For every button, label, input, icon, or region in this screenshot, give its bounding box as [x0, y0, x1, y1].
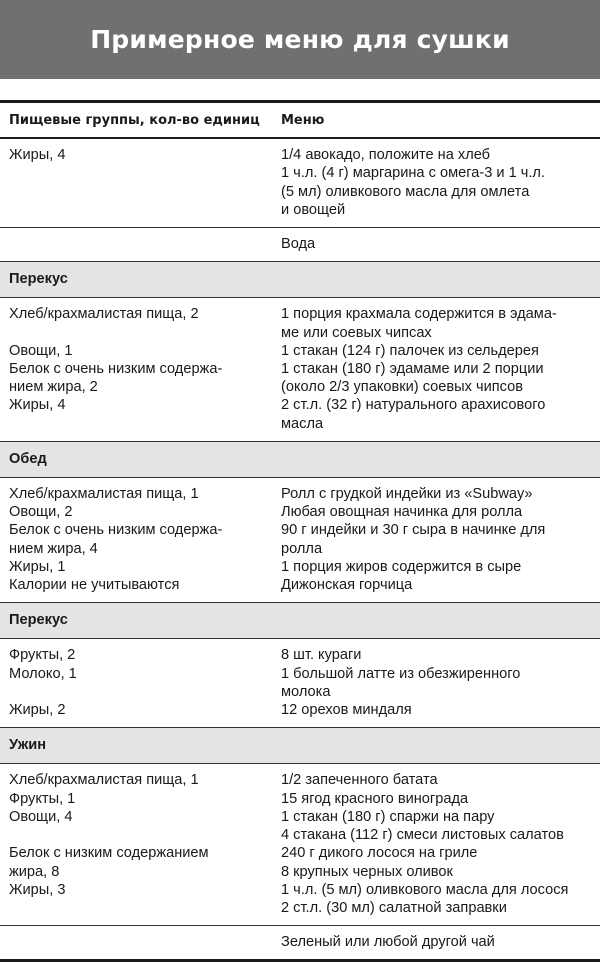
menu-item-line: и овощей: [281, 201, 346, 218]
menu-item-line: 1 порция жиров содержится в сыре: [281, 558, 522, 575]
menu-item-line: Ролл с грудкой индейки из «Subway»: [281, 486, 533, 503]
food-group-cell: [0, 478, 276, 603]
food-group-line: [9, 826, 272, 844]
menu-item-line: 1 ч.л. (5 мл) оливкового масла для лосося: [281, 881, 569, 898]
food-group-line: Жиры, 2: [9, 702, 66, 719]
table-row: [0, 138, 600, 227]
menu-item-line: масла: [281, 415, 324, 432]
food-group-cell: [0, 298, 276, 441]
table-row: [0, 926, 600, 961]
food-group-line: Белок с очень низким содержа-: [9, 522, 223, 539]
menu-cell: [276, 298, 600, 441]
menu-item-line: 1 большой латте из обезжиренного: [281, 665, 521, 682]
section-heading: Перекус: [9, 271, 68, 288]
column-header-menu: Меню: [276, 102, 600, 139]
food-group-line: [9, 415, 272, 433]
menu-table: [0, 100, 600, 962]
table-row: [0, 228, 600, 262]
food-group-line: нием жира, 4: [9, 540, 98, 557]
food-group-line: [9, 899, 272, 917]
food-group-line: Фрукты, 2: [9, 647, 76, 664]
menu-item-line: молока: [281, 683, 331, 700]
food-group-line: Жиры, 4: [9, 397, 66, 414]
menu-cell: [276, 478, 600, 603]
menu-item-line: Дижонская горчица: [281, 577, 413, 594]
menu-item-line: 2 ст.л. (30 мл) салатной заправки: [281, 899, 507, 916]
food-group-cell: [0, 138, 276, 227]
table-row: [0, 478, 600, 603]
food-group-line: Хлеб/крахмалистая пища, 2: [9, 306, 199, 323]
menu-item-line: 1/2 запеченного батата: [281, 772, 438, 789]
title-bar: [0, 0, 600, 79]
menu-item-line: 240 г дикого лосося на гриле: [281, 845, 478, 862]
food-group-line: [9, 324, 272, 342]
table-body: [0, 138, 600, 961]
menu-item-line: 1 стакан (180 г) эдамаме или 2 порции: [281, 361, 544, 378]
menu-item-line: 1 ч.л. (4 г) маргарина с омега-3 и 1 ч.л.: [281, 165, 545, 182]
food-group-line: Белок с низким содержанием: [9, 845, 209, 862]
menu-item-line: Зеленый или любой другой чай: [281, 934, 495, 951]
food-group-line: Белок с очень низким содержа-: [9, 361, 223, 378]
menu-item-line: Любая овощная начинка для ролла: [281, 504, 523, 521]
menu-cell: [276, 639, 600, 728]
menu-item-line: 8 шт. кураги: [281, 647, 362, 664]
menu-item-line: 2 ст.л. (32 г) натурального арахисового: [281, 397, 546, 414]
food-group-line: [9, 201, 272, 219]
section-heading-row: [0, 262, 600, 298]
page-title: Примерное меню для сушки: [90, 25, 510, 54]
table-row: [0, 639, 600, 728]
food-group-line: [9, 683, 272, 701]
section-heading: Перекус: [9, 612, 68, 629]
menu-cell: [276, 228, 600, 262]
food-group-line: [9, 164, 272, 182]
menu-item-line: 4 стакана (112 г) смеси листовых салатов: [281, 827, 564, 844]
table-header-row: [0, 102, 600, 139]
food-group-line: Хлеб/крахмалистая пища, 1: [9, 486, 199, 503]
food-group-cell: [0, 639, 276, 728]
section-heading-row: [0, 603, 600, 639]
food-group-line: Фрукты, 1: [9, 790, 76, 807]
menu-item-line: 12 орехов миндаля: [281, 702, 412, 719]
food-group-cell: [0, 764, 276, 926]
menu-item-line: 1/4 авокадо, положите на хлеб: [281, 147, 491, 164]
menu-item-line: 1 стакан (180 г) спаржи на пару: [281, 808, 495, 825]
menu-item-line: (около 2/3 упаковки) соевых чипсов: [281, 379, 523, 396]
food-group-line: Хлеб/крахмалистая пища, 1: [9, 772, 199, 789]
menu-item-line: 1 порция крахмала содержится в эдама-: [281, 306, 557, 323]
food-group-line: Молоко, 1: [9, 665, 77, 682]
menu-cell: [276, 926, 600, 961]
menu-item-line: ме или соевых чипсах: [281, 324, 432, 341]
food-group-line: жира, 8: [9, 863, 60, 880]
menu-item-line: 90 г индейки и 30 г сыра в начинке для: [281, 522, 546, 539]
food-group-cell: [0, 926, 276, 961]
food-group-cell: [0, 228, 276, 262]
food-group-line: нием жира, 2: [9, 379, 98, 396]
section-heading-row: [0, 728, 600, 764]
food-group-line: Овощи, 4: [9, 808, 73, 825]
food-group-line: Жиры, 3: [9, 881, 66, 898]
menu-item-line: 1 стакан (124 г) палочек из сельдерея: [281, 342, 539, 359]
table-row: [0, 298, 600, 441]
food-group-line: Калории не учитываются: [9, 577, 180, 594]
section-heading: Ужин: [9, 737, 47, 754]
food-group-line: [9, 933, 272, 951]
food-group-line: [9, 235, 272, 253]
food-group-line: Жиры, 4: [9, 147, 66, 164]
menu-item-line: 8 крупных черных оливок: [281, 863, 453, 880]
menu-item-line: 15 ягод красного винограда: [281, 790, 469, 807]
food-group-line: [9, 183, 272, 201]
food-group-line: Овощи, 1: [9, 342, 73, 359]
menu-cell: [276, 764, 600, 926]
menu-item-line: Вода: [281, 236, 316, 253]
section-heading: Обед: [9, 450, 47, 467]
menu-item-line: ролла: [281, 540, 323, 557]
section-heading-row: [0, 441, 600, 477]
table-row: [0, 764, 600, 926]
food-group-line: Овощи, 2: [9, 504, 73, 521]
menu-cell: [276, 138, 600, 227]
menu-item-line: (5 мл) оливкового масла для омлета: [281, 183, 530, 200]
column-header-food-groups: Пищевые группы, кол-во единиц: [0, 102, 276, 139]
food-group-line: Жиры, 1: [9, 558, 66, 575]
